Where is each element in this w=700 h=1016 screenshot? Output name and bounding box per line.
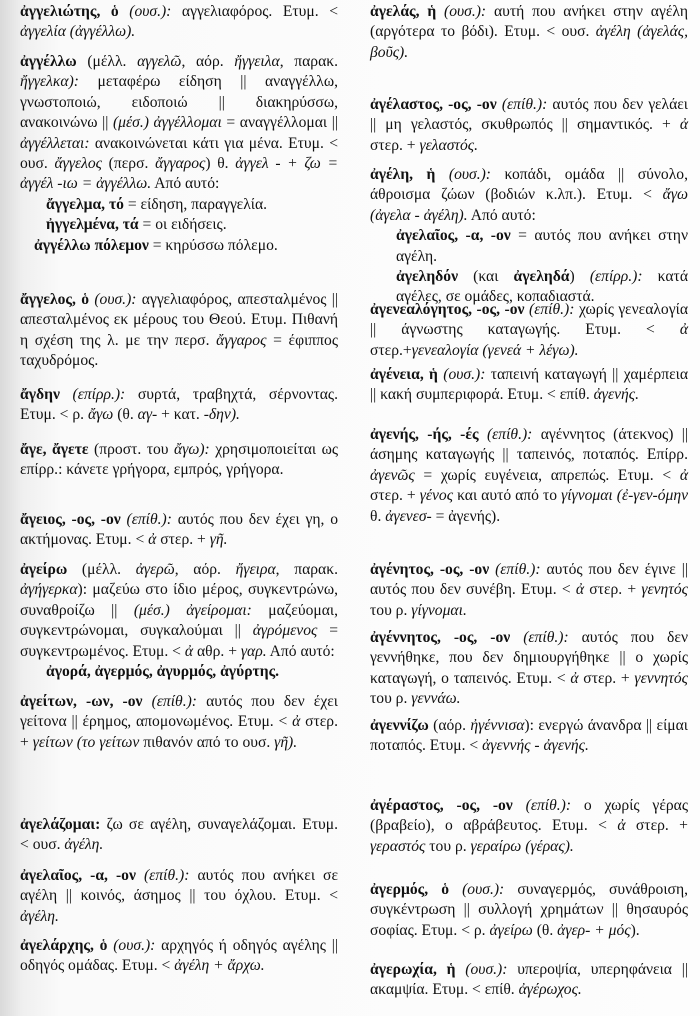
- definition-text: + κατ.: [157, 406, 204, 424]
- definition-text: συρτά, τραβηχτά, σέρνοντας. Ετυμ. < ρ.: [20, 386, 338, 424]
- italic-text: (επίθ.):: [126, 511, 172, 528]
- italic-text: γελαστός.: [419, 136, 479, 154]
- definition-text: αγγελιαφόρος. Ετυμ. <: [171, 3, 338, 20]
- definition-text: = αυτός που ανήκει στην αγέλη.: [396, 227, 688, 265]
- definition-text: ο χωρίς γέρας (βραβείο), ο αβράβευτος. Ετυμ. <: [370, 797, 688, 835]
- definition-text: ταπεινή καταγωγή || χαμέρπεια || κακή συμπεριφορά. Ετυμ. < επίθ.: [370, 366, 688, 404]
- definition-text: αυτός που δεν έχει γείτονα || έρημος, απομονωμένος. Ετυμ. <: [20, 693, 338, 731]
- headword: ἀγγελιώτης, ὁ: [20, 3, 130, 20]
- headword: ἀγερωχία, ἡ: [370, 961, 466, 978]
- italic-text: ἀ: [570, 669, 579, 687]
- entry-definition: [20, 866, 338, 927]
- italic-text: ἀ: [575, 581, 585, 599]
- headword: ἀγένητος, -ος, -ον: [370, 561, 496, 578]
- derived-term: [20, 236, 338, 256]
- italic-text: γείτων (το γείτων: [32, 733, 140, 751]
- headword: ἀγερμός, ὁ: [370, 881, 463, 898]
- headword: ἀγελάς, ἡ: [370, 3, 444, 20]
- definition-text: μεταφέρω είδηση || αναγγέλλω, γνωστοποιώ, ειδοποιώ || διακηρύσσω, ανακοινώνω ||: [20, 73, 338, 132]
- entry-definition: [20, 815, 338, 856]
- italic-text: ἀγερ- + μός: [557, 921, 631, 939]
- italic-text: ἀγγέλλεται:: [20, 134, 90, 152]
- definition-text: μαζεύομαι, συγκεντρώνομαι, συγκαλούμαι ||: [20, 601, 338, 640]
- entry-definition: [370, 796, 688, 857]
- derived-term: [20, 662, 338, 682]
- italic-text: ἀγγελία (ἀγγέλλω).: [20, 23, 136, 41]
- definition-text: και αυτό από το: [453, 487, 562, 505]
- italic-text: ἄγω (ἀγελα - ἀγέλη).: [370, 186, 688, 224]
- dictionary-entry: [20, 510, 338, 551]
- definition-text: κοπάδι, ομάδα || σύνολο, άθροισμα ζώων (βοδιών κ.λπ.). Ετυμ. <: [370, 166, 688, 204]
- italic-text: (επίθ.):: [143, 867, 190, 884]
- definition-text: (μέλλ.: [81, 561, 136, 578]
- italic-text: ἀγενῶς: [370, 466, 415, 484]
- italic-text: γεννητός: [634, 669, 688, 687]
- italic-text: ἀγενεσ-: [385, 507, 432, 525]
- definition-text: , παρακ.: [275, 561, 338, 578]
- definition-text: στερ.+: [370, 341, 412, 359]
- italic-text: γεραστός: [370, 837, 426, 855]
- right-column: [370, 0, 688, 1016]
- dictionary-entry: [20, 692, 338, 753]
- headword: ἄγδην: [20, 386, 73, 403]
- entry-definition: [370, 960, 688, 1001]
- definition-text: ): [569, 268, 590, 286]
- headword: ἀγεληδόν: [396, 268, 474, 286]
- italic-text: αγ-: [137, 406, 158, 424]
- dictionary-entry: [370, 2, 688, 63]
- italic-text: (επίρρ.):: [72, 386, 126, 403]
- definition-text: = ἀγενής).: [431, 507, 501, 525]
- italic-text: ἀγγελ - + ζω = ἀγγέλ -ιω = ἀγγέλλω.: [20, 155, 339, 193]
- headword: ἀγέλαστος, -ος, -ον: [370, 96, 502, 113]
- italic-text: (ουσ.):: [113, 937, 156, 954]
- italic-text: ἀ: [617, 817, 626, 835]
- headword: ἀγγέλλω: [20, 53, 88, 70]
- entry-definition: [370, 300, 688, 361]
- definition-text: ζω σε αγέλη, συναγελάζομαι. Ετυμ. < ουσ.: [20, 816, 338, 854]
- definition-text: = οι ειδήσεις.: [138, 216, 227, 234]
- definition-text: = αναγγέλλομαι ||: [221, 114, 338, 132]
- definition-text: στερ. +: [20, 713, 338, 751]
- definition-text: του ρ.: [370, 601, 412, 619]
- entry-definition: [370, 165, 688, 226]
- dictionary-entry: [370, 716, 688, 757]
- entry-definition: [370, 425, 688, 527]
- definition-text: του ρ.: [370, 690, 412, 708]
- dictionary-entry: [370, 165, 688, 308]
- italic-text: ἠγέννισα: [470, 717, 525, 734]
- italic-text: (ουσ.):: [129, 3, 172, 20]
- definition-text: (αόρ.: [433, 717, 471, 734]
- italic-text: (ουσ.):: [465, 961, 508, 978]
- definition-text: , αόρ.: [174, 561, 236, 578]
- definition-text: (περσ.: [102, 155, 156, 173]
- italic-text: ἄγγαρος: [155, 155, 206, 173]
- dictionary-entry: [370, 880, 688, 941]
- definition-text: = συγκεντρωμένος. Ετυμ. <: [20, 622, 338, 660]
- italic-text: (ουσ.):: [444, 3, 487, 20]
- italic-text: ἄγγελος: [54, 155, 102, 173]
- italic-text: (επίθ.):: [523, 629, 569, 646]
- italic-text: (επίθ.):: [529, 301, 575, 318]
- headword: ἀγέλη, ἡ: [370, 166, 449, 183]
- italic-text: ἀ: [679, 466, 688, 484]
- italic-text: (επίθ.):: [501, 96, 548, 113]
- definition-text: = κηρύσσω πόλεμο.: [148, 236, 278, 254]
- definition-text: , παρακ.: [279, 53, 338, 70]
- definition-text: στερ. +: [370, 487, 420, 505]
- italic-text: (μέσ.) ἀγείρομαι:: [133, 601, 252, 619]
- headword: ἀγορά, ἀγερμός, ἀγυρμός, ἀγύρτης.: [46, 663, 280, 681]
- italic-text: ἀ: [679, 116, 688, 134]
- headword: ἄγγελος, ὁ: [20, 291, 95, 308]
- italic-text: γένος: [419, 487, 454, 505]
- dictionary-entry: [370, 300, 688, 361]
- italic-text: (ουσ.):: [462, 881, 505, 898]
- italic-text: (ουσ.):: [448, 166, 491, 183]
- entry-definition: [20, 440, 338, 481]
- italic-text: ἀγέλη (ἀγελάς, βοῦς).: [370, 23, 688, 61]
- italic-text: (επίρρ.):: [589, 268, 643, 286]
- italic-text: γενεαλογία (γενεά + λέγω).: [411, 341, 579, 359]
- italic-text: ἀ: [148, 531, 157, 549]
- headword: ἀγείρω: [20, 561, 82, 578]
- derived-term: [370, 226, 688, 267]
- definition-text: ): μαζεύω στο ίδιο μέρος, συγκεντρώνω, συναθροίζω ||: [20, 581, 338, 619]
- definition-text: αρχηγός ή οδηγός αγέλης || οδηγός ομάδας. Ετυμ. <: [20, 937, 338, 975]
- italic-text: ἤγγελκα):: [20, 73, 79, 91]
- italic-text: ἀγέλη.: [20, 907, 59, 925]
- definition-text: αυτός που δεν γεννήθηκε, που δεν δημιουργήθηκε || ο χωρίς καταγωγή, ο ταπεινός. Ετυμ. <: [370, 629, 688, 687]
- dictionary-entry: [20, 440, 338, 481]
- entry-definition: [370, 880, 688, 941]
- entry-definition: [370, 560, 688, 621]
- headword: ἀγελάζομαι:: [20, 816, 101, 833]
- definition-text: = έφιππος ταχυδρόμος.: [20, 331, 338, 370]
- definition-text: Από αυτό:: [266, 642, 335, 660]
- italic-text: ἤγειρα: [235, 561, 276, 578]
- definition-text: = είδηση, παραγγελία.: [123, 195, 268, 213]
- dictionary-entry: [370, 628, 688, 710]
- dictionary-entry: [20, 385, 338, 426]
- entry-definition: [20, 2, 338, 43]
- definition-text: (μέλλ.: [87, 53, 138, 70]
- definition-text: (και: [473, 268, 514, 286]
- italic-text: ἀγερῶ: [135, 561, 175, 578]
- italic-text: ἀγέρωχος.: [518, 981, 582, 999]
- definition-text: αυτός που ανήκει σε αγέλη || κοινός, άσημος || του όχλου. Ετυμ. <: [20, 867, 339, 905]
- italic-text: (ουσ.):: [94, 291, 137, 308]
- entry-definition: [20, 290, 338, 372]
- definition-text: χρησιμοποιείται ως επίρρ.: κάνετε γρήγορα, εμπρός, γρήγορα.: [20, 441, 339, 479]
- italic-text: ἀγείρω: [489, 921, 533, 939]
- definition-text: , αόρ.: [181, 53, 235, 70]
- headword: ἠγγελμένα, τά: [46, 216, 139, 234]
- entry-definition: [20, 936, 338, 977]
- italic-text: (ουσ.):: [443, 366, 486, 383]
- definition-text: ).: [630, 921, 640, 939]
- italic-text: ἀγεννής - ἀγενής.: [482, 737, 589, 755]
- italic-text: ἀ: [292, 713, 301, 731]
- italic-text: ἀ: [184, 642, 194, 660]
- dictionary-entry: [370, 95, 688, 156]
- headword: ἄγειος, -ος, -ον: [20, 511, 127, 528]
- italic-text: ἀγενής.: [593, 386, 639, 404]
- italic-text: γεννάω.: [411, 690, 461, 708]
- italic-text: ἀγρόμενος: [252, 622, 318, 640]
- dictionary-entry: [20, 866, 338, 927]
- dictionary-entry: [370, 960, 688, 1001]
- headword: ἀγέραστος, -ος, -ον: [370, 797, 526, 814]
- dictionary-entry: [370, 365, 688, 406]
- definition-text: υπεροψία, υπερηφάνεια || ακαμψία. Ετυμ. < επίθ.: [370, 961, 688, 999]
- headword: ἀγενής, -ής, -ές: [370, 426, 487, 443]
- definition-text: στερ. +: [578, 669, 635, 687]
- definition-text: ) θ.: [205, 155, 236, 173]
- italic-text: γεραίρω (γέρας).: [470, 837, 574, 855]
- definition-text: συναγερμός, συνάθροιση, συγκέντρωση || συλλογή χρημάτων || θησαυρός σοφίας. Ετυμ. < ρ.: [370, 881, 688, 939]
- entry-definition: [20, 52, 338, 195]
- entry-definition: [20, 510, 338, 551]
- dictionary-entry: [370, 796, 688, 857]
- definition-text: αγγελιαφόρος, απεσταλμένος || απεσταλμένος εκ μέρους του Θεού. Ετυμ. Πιθανή η σχέση της λ. με την περσ.: [20, 291, 338, 349]
- definition-text: χωρίς γενεαλογία || άγνωστης καταγωγής. Ετυμ. <: [370, 301, 688, 339]
- dictionary-entry: [20, 560, 338, 682]
- definition-text: αθρ. +: [193, 642, 241, 660]
- definition-text: (θ.: [532, 921, 558, 939]
- definition-text: Από αυτό:: [467, 206, 536, 224]
- dictionary-entry: [370, 425, 688, 527]
- dictionary-entry: [20, 290, 338, 372]
- definition-text: ): ενεργώ άνανδρα || είμαι ποταπός. Ετυμ. <: [370, 717, 688, 755]
- headword: ἄγγελμα, τό: [46, 195, 124, 213]
- definition-text: αυτός που δεν έγινε || αυτός που δεν συνέβη. Ετυμ. <: [370, 561, 689, 599]
- italic-text: αγγελῶ: [137, 53, 182, 70]
- definition-text: θ.: [370, 507, 386, 525]
- headword: ἄγε, ἄγετε: [20, 441, 95, 458]
- derived-term: [20, 195, 338, 215]
- headword: ἀγεληδά: [513, 268, 570, 286]
- definition-text: στερ. +: [584, 581, 642, 599]
- definition-text: πιθανόν από το ουσ.: [139, 733, 275, 751]
- definition-text: κατά αγέλες, σε ομάδες, κοπαδιαστά.: [396, 268, 688, 306]
- italic-text: (επίθ.):: [525, 797, 572, 814]
- italic-text: γενητός: [641, 581, 688, 599]
- dictionary-entry: [370, 560, 688, 621]
- italic-text: γίγνομαι (ἐ-γεν-όμην: [561, 487, 688, 505]
- definition-text: (προστ. του: [94, 441, 175, 458]
- italic-text: (επίθ.):: [151, 693, 198, 710]
- entry-definition: [370, 716, 688, 757]
- italic-text: ἀγήγερκα: [20, 581, 78, 599]
- entry-definition: [20, 385, 338, 426]
- italic-text: (επίθ.):: [486, 426, 533, 443]
- italic-text: (μέσ.) ἀγγέλλομαι: [112, 114, 222, 132]
- italic-text: γῆ).: [274, 733, 298, 751]
- headword: ἀγελάρχης, ὁ: [20, 937, 114, 954]
- italic-text: ἄγγαρος: [216, 331, 267, 349]
- definition-text: ανακοινώνεται κάτι για μένα. Ετυμ. < ουσ.: [20, 134, 338, 173]
- italic-text: ἀ: [679, 321, 688, 339]
- dictionary-entry: [20, 2, 338, 43]
- definition-text: του ρ.: [425, 837, 471, 855]
- italic-text: ἀγέλη.: [64, 836, 104, 854]
- headword: ἀγένεια, ἡ: [370, 366, 444, 383]
- headword: ἀγγέλλω πόλεμον: [34, 236, 149, 254]
- headword: ἀγείτων, -ων, -ον: [20, 693, 152, 710]
- italic-text: γίγνομαι.: [411, 601, 467, 619]
- entry-definition: [20, 692, 338, 753]
- definition-text: αυτός που δεν γελάει || μη γελαστός, σκυθρωπός || σημαντικός. +: [370, 96, 688, 134]
- definition-text: αγέννητος (άτεκνος) || άσημης καταγωγής || ταπεινός, ποταπός. Επίρρ.: [370, 426, 688, 464]
- entry-definition: [20, 560, 338, 662]
- italic-text: γαρ.: [240, 642, 267, 660]
- entry-definition: [370, 365, 688, 406]
- derived-term: [20, 215, 338, 235]
- definition-text: = χωρίς ευγένεια, απρεπώς. Ετυμ. <: [414, 466, 680, 484]
- headword: ἀγελαῖος, -α, -ον: [20, 867, 144, 884]
- entry-definition: [370, 628, 688, 710]
- italic-text: ἄγω):: [174, 441, 210, 458]
- definition-text: στερ. +: [156, 531, 210, 549]
- italic-text: γῆ.: [209, 531, 228, 549]
- italic-text: (επίθ.):: [495, 561, 541, 578]
- italic-text: ἄγω: [87, 406, 114, 424]
- headword: ἀγέννητος, -ος, -ον: [370, 629, 524, 646]
- definition-text: (θ.: [113, 406, 138, 424]
- dictionary-entry: [20, 52, 338, 256]
- entry-definition: [370, 2, 688, 63]
- entry-definition: [370, 95, 688, 156]
- left-column: [20, 0, 338, 1016]
- italic-text: -δην).: [203, 406, 240, 424]
- dictionary-entry: [20, 815, 338, 856]
- headword: ἀγεννίζω: [370, 717, 434, 734]
- definition-text: αυτή που ανήκει στην αγέλη (αργότερα το βόδι). Ετυμ. < ουσ.: [370, 3, 688, 41]
- definition-text: αυτός που δεν έχει γη, ο ακτήμονας. Ετυμ. <: [20, 511, 339, 549]
- definition-text: Από αυτό:: [151, 175, 220, 193]
- definition-text: στερ. +: [625, 817, 688, 835]
- italic-text: ἤγγειλα: [234, 53, 280, 70]
- headword: ἀγελαῖος, -α, -ον: [396, 227, 511, 245]
- dictionary-entry: [20, 936, 338, 977]
- definition-text: στερ. +: [370, 136, 420, 154]
- italic-text: ἀγέλη + ἄρχω.: [174, 957, 265, 975]
- headword: ἀγενεαλόγητος, -ος, -ον: [370, 301, 529, 318]
